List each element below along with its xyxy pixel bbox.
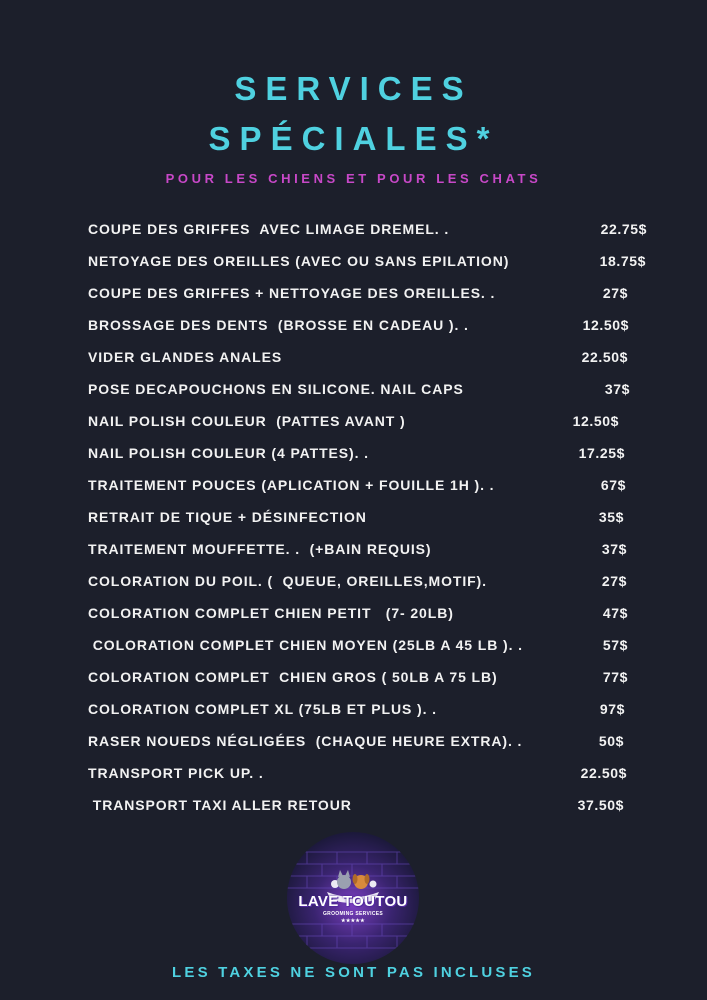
logo-tagline: GROOMING SERVICES <box>322 911 384 917</box>
service-price: 37$ <box>604 381 630 397</box>
service-row <box>0 637 707 657</box>
service-price: 37.50$ <box>577 797 624 813</box>
service-row <box>0 477 707 497</box>
service-price: 22.75$ <box>600 221 647 237</box>
service-name: TRAITEMENT MOUFFETTE. . (+BAIN REQUIS) <box>88 541 432 557</box>
service-name: COLORATION COMPLET CHIEN GROS ( 50LB A 75 LB) <box>88 669 498 685</box>
service-name: COLORATION COMPLET XL (75LB ET PLUS ). . <box>88 701 437 717</box>
service-price: 12.50$ <box>572 413 619 429</box>
service-price: 35$ <box>598 509 624 525</box>
service-name: TRAITEMENT POUCES (APLICATION + FOUILLE 1H ). . <box>88 477 495 493</box>
service-name: VIDER GLANDES ANALES <box>88 349 283 365</box>
service-price: 17.25$ <box>578 445 625 461</box>
service-price: 27$ <box>602 285 628 301</box>
service-price: 22.50$ <box>580 765 627 781</box>
logo-stars: ★★★★★ <box>341 918 365 924</box>
service-name: NAIL POLISH COULEUR (4 PATTES). . <box>88 445 369 461</box>
service-name: BROSSAGE DES DENTS (BROSSE EN CADEAU ). . <box>88 317 469 333</box>
page-title-line-2: SPÉCIALES* <box>208 120 499 157</box>
lave-toutou-logo <box>287 832 419 964</box>
service-name: COUPE DES GRIFFES + NETTOYAGE DES OREILLES. . <box>88 285 496 301</box>
service-price: 37$ <box>601 541 627 557</box>
service-name: COLORATION COMPLET CHIEN PETIT (7- 20LB) <box>88 605 454 621</box>
page-title-line-1: SERVICES <box>234 70 473 107</box>
service-price: 18.75$ <box>599 253 646 269</box>
service-price: 67$ <box>600 477 626 493</box>
service-price: 47$ <box>602 605 628 621</box>
service-row <box>0 349 707 369</box>
service-row <box>0 765 707 785</box>
service-row <box>0 669 707 689</box>
service-row <box>0 381 707 401</box>
service-name: NAIL POLISH COULEUR (PATTES AVANT ) <box>88 413 406 429</box>
service-row <box>0 253 707 273</box>
cat-icon <box>337 870 351 889</box>
service-price: 57$ <box>602 637 628 653</box>
service-name: TRANSPORT TAXI ALLER RETOUR <box>88 797 352 813</box>
service-row <box>0 285 707 305</box>
service-name: TRANSPORT PICK UP. . <box>88 765 264 781</box>
service-row <box>0 221 707 241</box>
service-price: 12.50$ <box>582 317 629 333</box>
service-name: COUPE DES GRIFFES AVEC LIMAGE DREMEL. . <box>88 221 450 237</box>
service-row <box>0 573 707 593</box>
service-row <box>0 797 707 817</box>
service-price: 22.50$ <box>581 349 628 365</box>
taxes-note: LES TAXES NE SONT PAS INCLUSES <box>172 964 535 981</box>
logo-name: LAVE TOUTOU <box>298 893 408 910</box>
service-row <box>0 445 707 465</box>
service-row <box>0 541 707 561</box>
page-subtitle: POUR LES CHIENS ET POUR LES CHATS <box>165 171 542 186</box>
service-name: POSE DECAPOUCHONS EN SILICONE. NAIL CAPS <box>88 381 464 397</box>
service-name: RASER NOUEDS NÉGLIGÉES (CHAQUE HEURE EXTRA). . <box>88 733 523 749</box>
service-price: 77$ <box>602 669 628 685</box>
service-name: COLORATION DU POIL. ( QUEUE, OREILLES,MOTIF). <box>88 573 487 589</box>
service-name: NETOYAGE DES OREILLES (AVEC OU SANS EPILATION) <box>88 253 510 269</box>
service-name: COLORATION COMPLET CHIEN MOYEN (25LB A 45 LB ). . <box>88 637 523 653</box>
service-price: 97$ <box>599 701 625 717</box>
service-price: 27$ <box>601 573 627 589</box>
service-row <box>0 317 707 337</box>
service-row <box>0 509 707 529</box>
service-row <box>0 733 707 753</box>
service-name: RETRAIT DE TIQUE + DÉSINFECTION <box>88 509 367 525</box>
service-row <box>0 701 707 721</box>
service-price: 50$ <box>598 733 624 749</box>
service-row <box>0 605 707 625</box>
service-row <box>0 413 707 433</box>
